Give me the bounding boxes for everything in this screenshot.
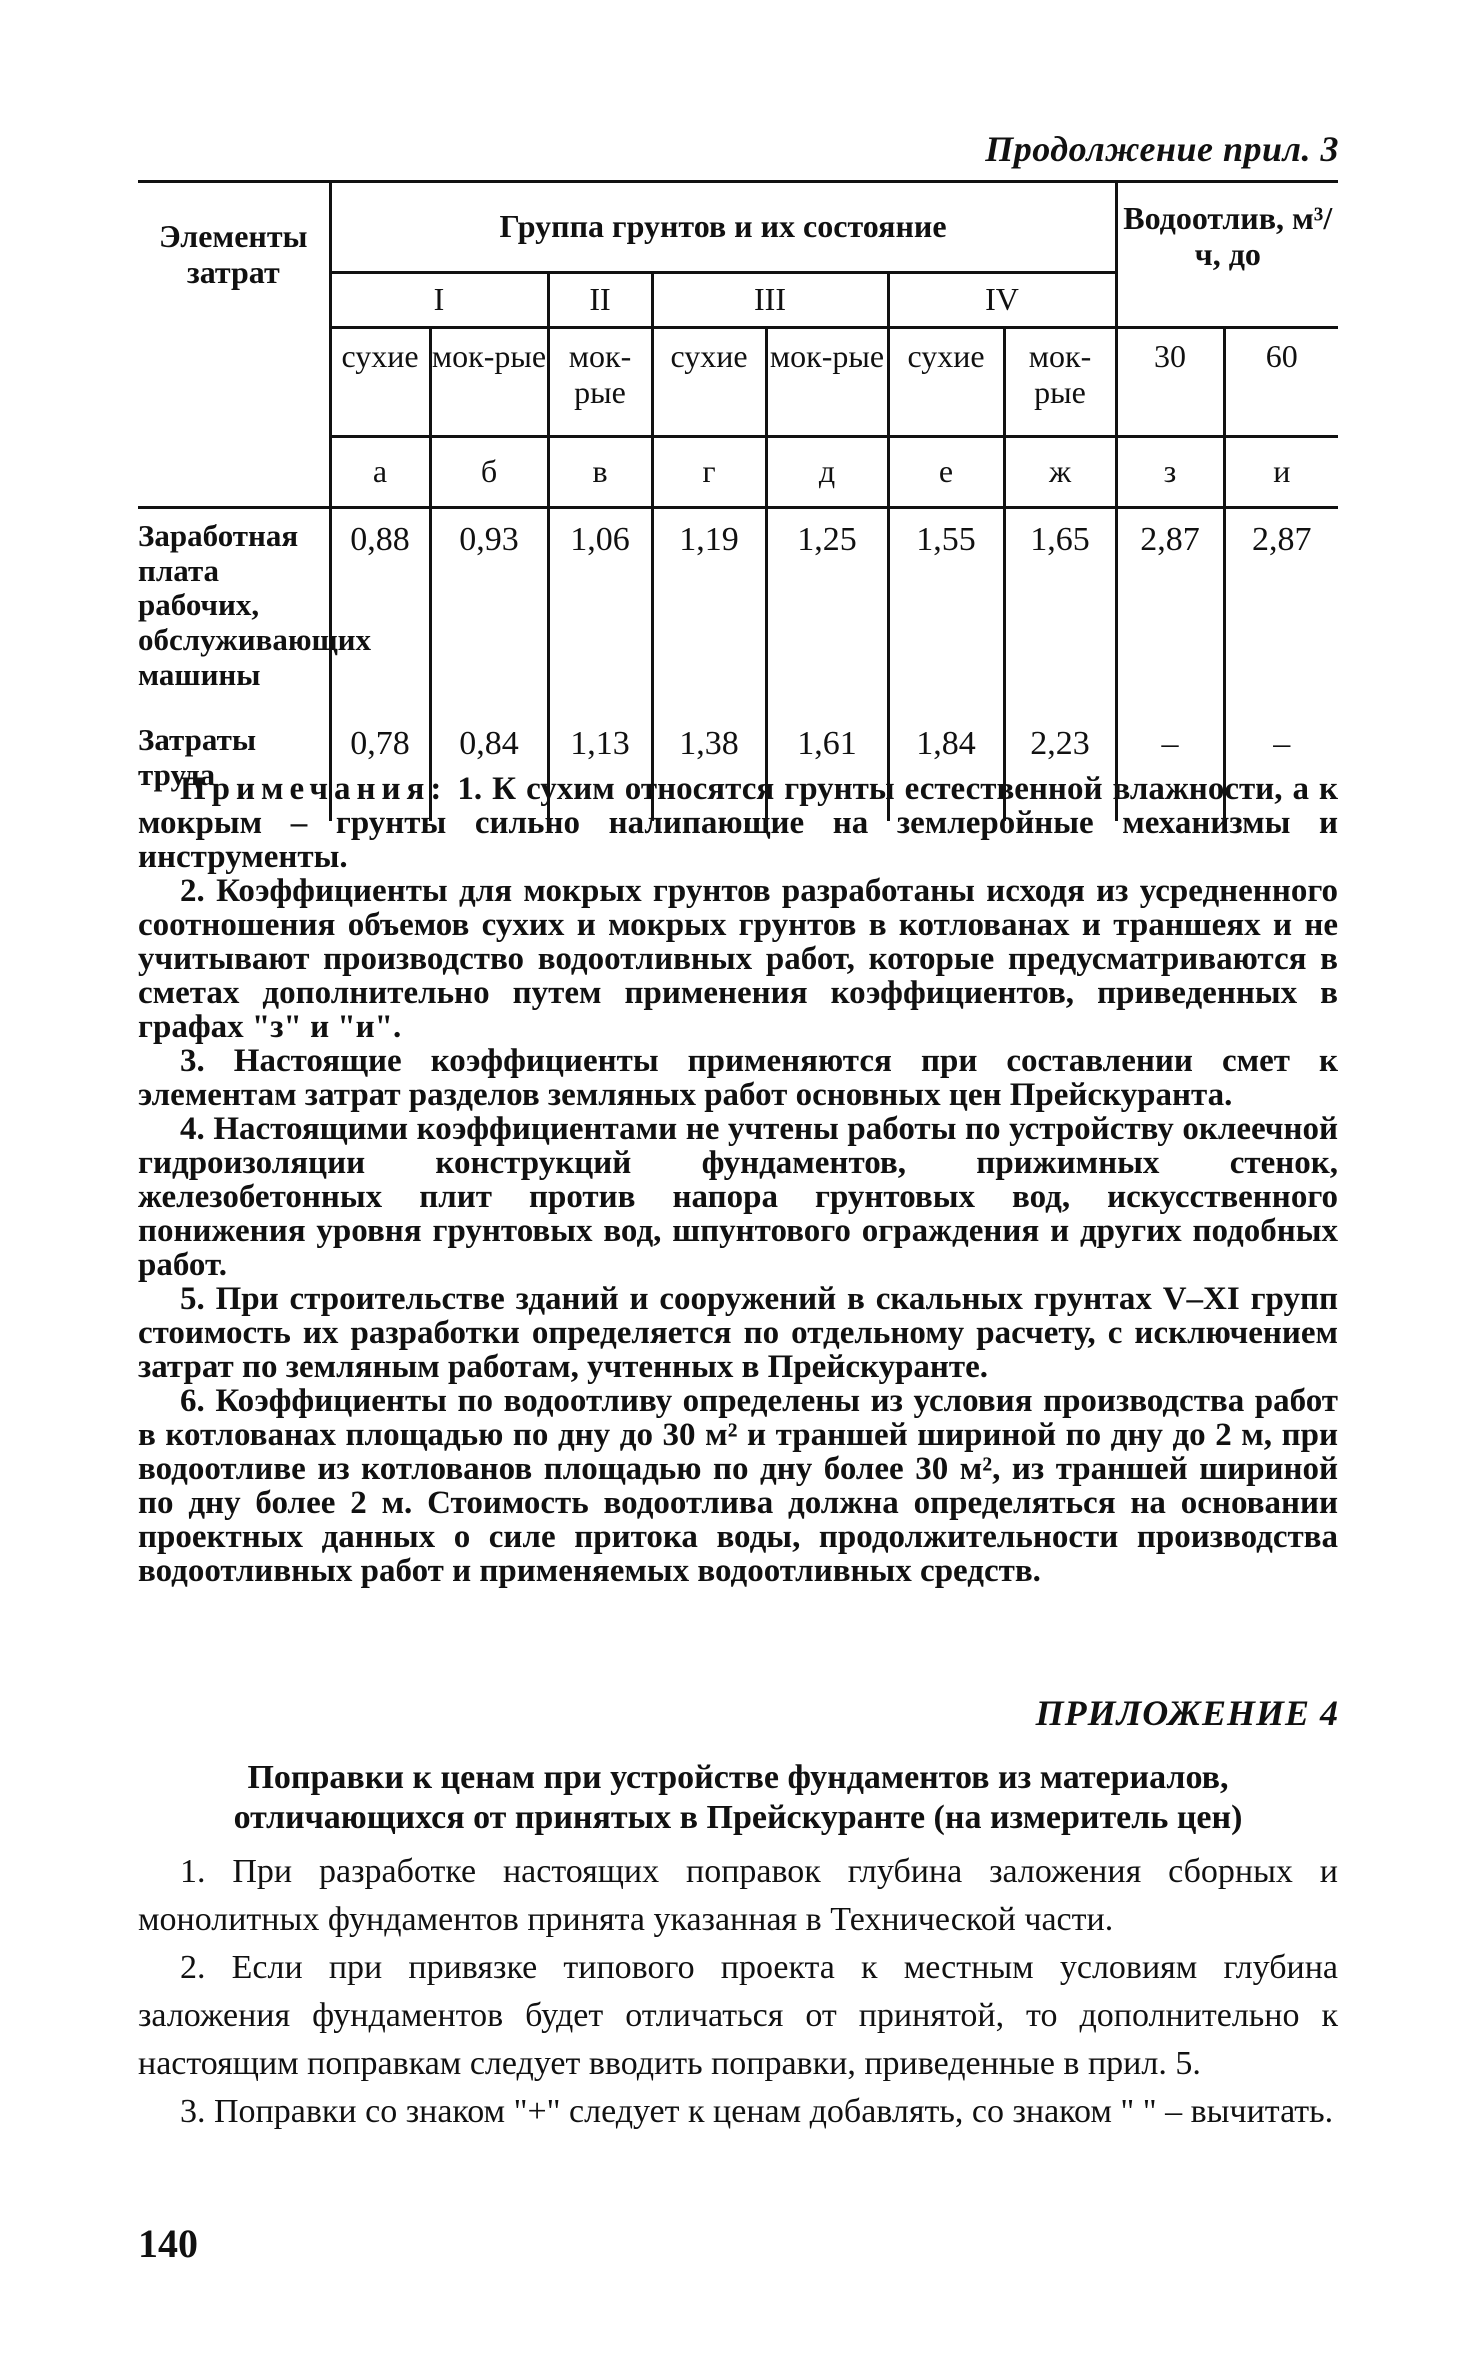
stub-blank-2 <box>138 437 330 508</box>
col-letter: в <box>548 437 652 508</box>
table-cell: 1,13 <box>548 713 652 821</box>
appendix-title-line: отличающихся от принятых в Прейскуранте (на измеритель цен) <box>233 1799 1243 1836</box>
col-letter: е <box>888 437 1004 508</box>
col-letter: з <box>1116 437 1224 508</box>
table-cell: – <box>1224 713 1338 821</box>
table-cell: 1,55 <box>888 508 1004 714</box>
note-6: 6. Коэффициенты по водоотливу определены из условия производства работ в котлованах площадью по дну до 30 м² и траншей шириной по дну до 2 м, при водоотливе из котлованов площадью по дну более 30 м², из траншей шириной по дну более 2 м. Стоимость водоотлива должна определяться на основании проектных данных о силе притока воды, продолжительности производства водоотливных работ и применяемых водоотливных средств. <box>138 1383 1338 1589</box>
note-3: 3. Настоящие коэффициенты применяются при составлении смет к элементам затрат разделов земляных работ основных цен Прейскуранта. <box>138 1043 1338 1113</box>
paragraph: 3. Поправки со знаком "+" следует к ценам добавлять, со знаком " " – вычитать. <box>180 2093 1334 2130</box>
table-cell: 2,87 <box>1224 508 1338 714</box>
table-cell: 0,78 <box>330 713 430 821</box>
table-cell: 0,93 <box>430 508 548 714</box>
row-label: Заработная плата рабочих, обслуживающих машины <box>138 518 372 692</box>
col-letter: д <box>766 437 888 508</box>
drain-30: 30 <box>1116 328 1224 437</box>
table-cell: 2,23 <box>1004 713 1116 821</box>
table-cell: 1,06 <box>548 508 652 714</box>
state-f: сухие <box>888 328 1004 437</box>
appendix-title-line: Поправки к ценам при устройстве фундаментов из материалов, <box>247 1759 1229 1796</box>
note-2: 2. Коэффициенты для мокрых грунтов разработаны исходя из усредненного соотношения объемов сухих и мокрых грунтов в котлованах и траншеях и не учитывают производство водоотливных работ, которые предусматриваются в сметах дополнительно путем применения коэффициентов, приведенных в графах "з" и "и". <box>138 873 1338 1045</box>
stub-header: Элементы затрат <box>138 182 330 328</box>
col-letter: б <box>430 437 548 508</box>
group-header-1: I <box>330 273 548 328</box>
table-cell: 1,84 <box>888 713 1004 821</box>
table-cell: 1,61 <box>766 713 888 821</box>
coefficients-table <box>138 180 1338 821</box>
table-notes <box>138 772 1338 1588</box>
row-label: Затраты труда <box>138 722 257 792</box>
note-5: 5. При строительстве зданий и сооружений в скальных грунтах V–XI групп стоимость их разработки определяется по отдельному расчету, с исключением затрат по земляным работам, учтенных в Прейскуранте. <box>138 1281 1338 1385</box>
drain-60: 60 <box>1224 328 1338 437</box>
note-text: 1. К сухим относятся грунты естественной влажности, а к мокрым – грунты сильно налипающие на землеройные механизмы и инструменты. <box>138 771 1339 875</box>
state-b: мок-рые <box>430 328 548 437</box>
note-4: 4. Настоящими коэффициентами не учтены работы по устройству оклеечной гидроизоляции конструкций фундаментов, прижимных стенок, железобетонных плит против напора грунтовых вод, искусственного понижения уровня грунтовых вод, шпунтового ограждения и других подобных работ. <box>138 1111 1338 1283</box>
notes-lead: Примечания: <box>180 771 448 807</box>
note-1 <box>138 772 1338 874</box>
running-head: Продолжение прил. 3 <box>985 129 1339 169</box>
group-header-3: III <box>652 273 888 328</box>
state-c: мок-рые <box>548 328 652 437</box>
stub-blank <box>138 328 330 437</box>
paragraph: 2. Если при привязке типового проекта к местным условиям глубина заложения фундаментов будет отличаться от принятой, то дополнительно к настоящим поправкам следует вводить поправки, приведенные в прил. 5. <box>138 1949 1338 2082</box>
table-cell: 1,38 <box>652 713 766 821</box>
group-header: Группа грунтов и их состояние <box>330 182 1116 273</box>
table-cell: 1,19 <box>652 508 766 714</box>
table-cell: 0,88 <box>330 508 430 714</box>
state-g: мок-рые <box>1004 328 1116 437</box>
appendix-title <box>138 1758 1338 1838</box>
table-cell: 2,87 <box>1116 508 1224 714</box>
paragraph: 1. При разработке настоящих поправок глубина заложения сборных и монолитных фундаментов принята указанная в Технической части. <box>138 1853 1338 1938</box>
state-a: сухие <box>330 328 430 437</box>
table-cell: 1,25 <box>766 508 888 714</box>
page-number: 140 <box>138 2221 198 2266</box>
appendix-body <box>138 1848 1338 2136</box>
col-letter: г <box>652 437 766 508</box>
state-e: мок-рые <box>766 328 888 437</box>
col-letter: и <box>1224 437 1338 508</box>
table-cell: – <box>1116 713 1224 821</box>
table-cell: 1,65 <box>1004 508 1116 714</box>
col-letter: а <box>330 437 430 508</box>
appendix-label: ПРИЛОЖЕНИЕ 4 <box>1035 1693 1339 1733</box>
group-header-4: IV <box>888 273 1116 328</box>
group-header-2: II <box>548 273 652 328</box>
table-cell: 0,84 <box>430 713 548 821</box>
drain-header: Водоотлив, м³/ч, до <box>1116 182 1338 328</box>
col-letter: ж <box>1004 437 1116 508</box>
state-d: сухие <box>652 328 766 437</box>
table-row <box>138 508 1338 714</box>
